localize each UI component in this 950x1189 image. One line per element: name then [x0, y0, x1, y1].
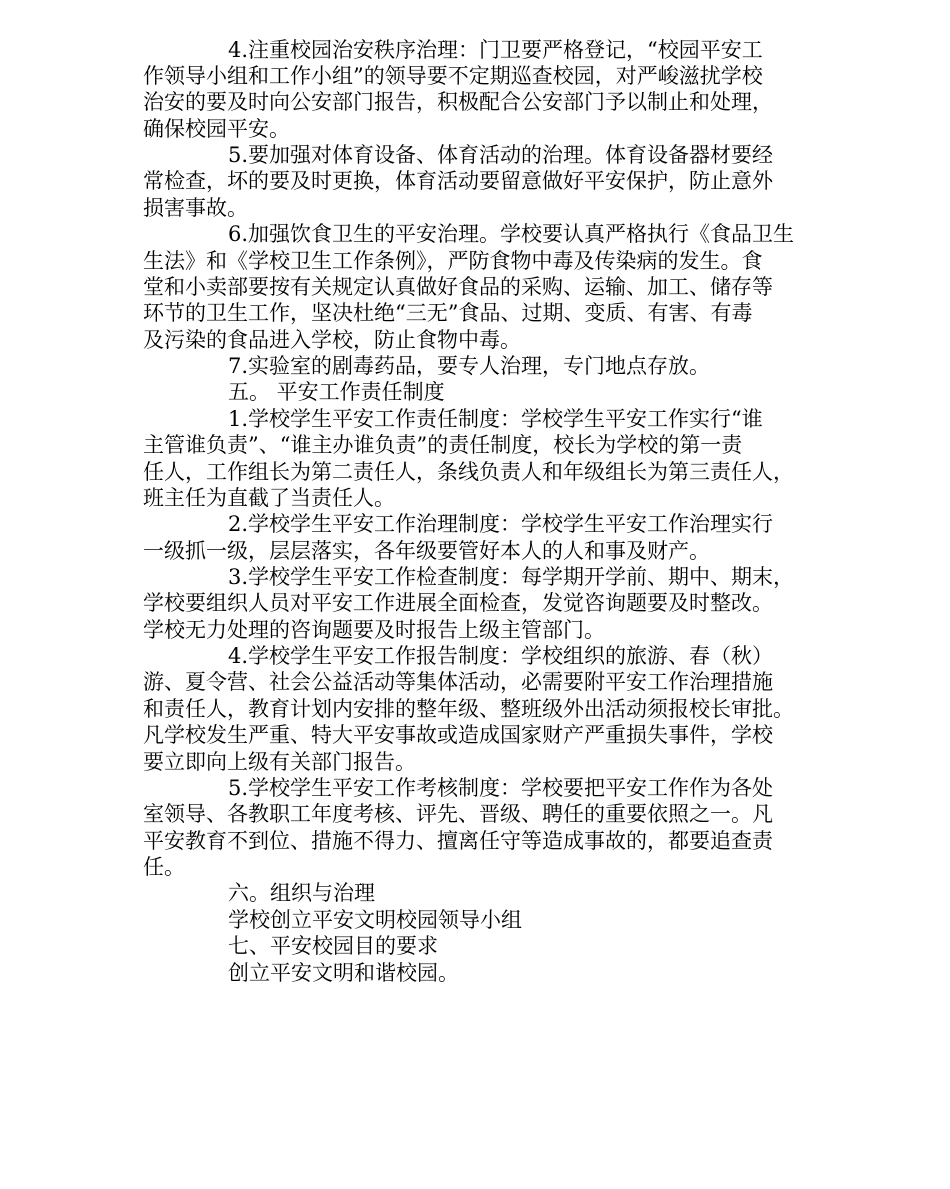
text-line: 4.学校学生平安工作报告制度：学校组织的旅游、春（秋）	[228, 644, 774, 668]
text-line: 班主任为直截了当责任人。	[143, 486, 395, 510]
text-line: 作领导小组和工作小组”的领导要不定期巡查校园，对严峻滋扰学校	[143, 64, 763, 88]
text-line: 要立即向上级有关部门报告。	[143, 750, 416, 774]
text-line: 7.实验室的剧毒药品，要专人治理，专门地点存放。	[228, 354, 711, 378]
text-line: 1.学校学生平安工作责任制度：学校学生平安工作实行“谁	[228, 407, 763, 431]
text-line: 常检查，坏的要及时更换，体育活动要留意做好平安保护，防止意外	[143, 169, 773, 193]
text-line: 损害事故。	[143, 196, 248, 220]
section-heading: 五。 平安工作责任制度	[228, 380, 445, 404]
text-line: 主管谁负责”、“谁主办谁负责”的责任制度，校长为学校的第一责	[143, 433, 743, 457]
text-line: 室领导、各教职工年度考核、评先、晋级、聘任的重要依照之一。凡	[143, 802, 773, 826]
text-line: 2.学校学生平安工作治理制度：学校学生平安工作治理实行	[228, 512, 774, 536]
text-line: 3.学校学生平安工作检查制度：每学期开学前、期中、期末，	[228, 565, 795, 589]
text-line: 学校无力处理的咨询题要及时报告上级主管部门。	[143, 618, 605, 642]
text-line: 学校要组织人员对平安工作进展全面检查，发觉咨询题要及时整改。	[143, 591, 773, 615]
section-heading: 六。组织与治理	[228, 881, 375, 905]
text-line: 5.学校学生平安工作考核制度：学校要把平安工作作为各处	[228, 776, 774, 800]
text-line: 治安的要及时向公安部门报告，积极配合公安部门予以制止和处理，	[143, 90, 773, 114]
text-line: 游、夏令营、社会公益活动等集体活动，必需要附平安工作治理措施	[143, 670, 773, 694]
section-heading: 七、平安校园目的要求	[228, 934, 438, 958]
text-line: 确保校园平安。	[143, 117, 290, 141]
text-line: 环节的卫生工作，坚决杜绝“三无”食品、过期、变质、有害、有毒	[143, 301, 753, 325]
text-line: 任。	[143, 855, 185, 879]
text-line: 平安教育不到位、措施不得力、擅离任守等造成事故的，都要追查责	[143, 829, 773, 853]
text-line: 凡学校发生严重、特大平安事故或造成国家财产严重损失事件，学校	[143, 723, 773, 747]
text-line: 生法》和《学校卫生工作条例》，严防食物中毒及传染病的发生。食	[143, 249, 763, 273]
text-line: 6.加强饮食卫生的平安治理。学校要认真严格执行《食品卫生	[228, 222, 795, 246]
text-line: 5.要加强对体育设备、体育活动的治理。体育设备器材要经	[228, 143, 774, 167]
text-line: 学校创立平安文明校园领导小组	[228, 908, 522, 932]
text-line: 堂和小卖部要按有关规定认真做好食品的采购、运输、加工、储存等	[143, 275, 773, 299]
text-line: 创立平安文明和谐校园。	[228, 961, 459, 985]
text-line: 4.注重校园治安秩序治理：门卫要严格登记，“校园平安工	[228, 38, 763, 62]
text-line: 和责任人，教育计划内安排的整年级、整班级外出活动须报校长审批。	[143, 697, 794, 721]
text-line: 一级抓一级，层层落实，各年级要管好本人的人和事及财产。	[143, 539, 710, 563]
text-line: 任人，工作组长为第二责任人，条线负责人和年级组长为第三责任人，	[143, 460, 794, 484]
text-line: 及污染的食品进入学校，防止食物中毒。	[143, 328, 521, 352]
